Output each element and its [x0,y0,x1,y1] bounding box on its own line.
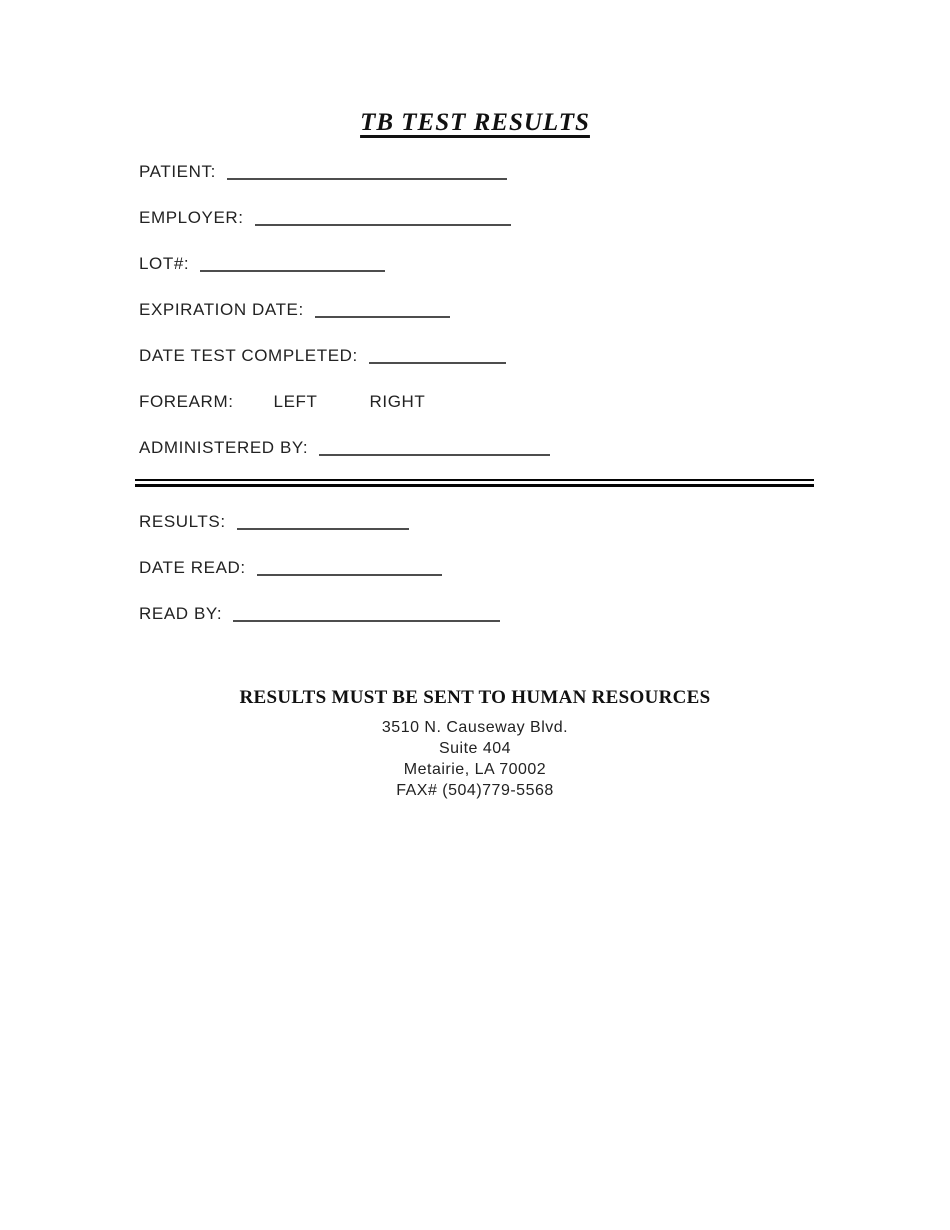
results-section [139,512,890,650]
administered-by-fill-line[interactable] [319,443,550,456]
field-row-date-read [139,558,890,577]
date-test-completed-fill-line[interactable] [369,351,506,364]
field-row-forearm [139,392,890,411]
expiration-date-fill-line[interactable] [315,305,450,318]
field-row-lot [139,254,890,273]
footer-address-line3: Metairie, LA 70002 [403,761,547,778]
field-row-administered-by [139,438,890,457]
forearm-label: FOREARM: [139,392,234,411]
page-title: TB TEST RESULTS [360,109,590,136]
field-row-expiration-date [139,300,890,319]
footer-address-block [0,687,950,801]
footer-fax-line: FAX# (504)779-5568 [396,782,554,799]
field-row-results [139,512,890,531]
footer-heading: RESULTS MUST BE SENT TO HUMAN RESOURCES [239,687,711,708]
employer-label: EMPLOYER: [139,208,244,227]
lot-label: LOT#: [139,254,190,273]
patient-fill-line[interactable] [227,167,507,180]
expiration-date-label: EXPIRATION DATE: [139,300,304,319]
date-test-completed-label: DATE TEST COMPLETED: [139,346,358,365]
read-by-label: READ BY: [139,604,223,623]
field-row-employer [139,208,890,227]
results-label: RESULTS: [139,512,226,531]
employer-fill-line[interactable] [255,213,511,226]
patient-label: PATIENT: [139,162,216,181]
lot-fill-line[interactable] [200,259,385,272]
field-row-read-by [139,604,890,623]
field-row-date-test-completed [139,346,890,365]
date-read-fill-line[interactable] [257,563,442,576]
field-row-patient [139,162,890,181]
forearm-option-right[interactable]: RIGHT [369,392,426,411]
test-info-section [139,162,890,484]
footer-address-line2: Suite 404 [438,740,512,757]
results-fill-line[interactable] [237,517,409,530]
date-read-label: DATE READ: [139,558,246,577]
read-by-fill-line[interactable] [233,609,500,622]
administered-by-label: ADMINISTERED BY: [139,438,309,457]
forearm-option-left[interactable]: LEFT [273,392,318,411]
section-divider-rule [135,479,814,487]
footer-address-line1: 3510 N. Causeway Blvd. [381,719,569,736]
